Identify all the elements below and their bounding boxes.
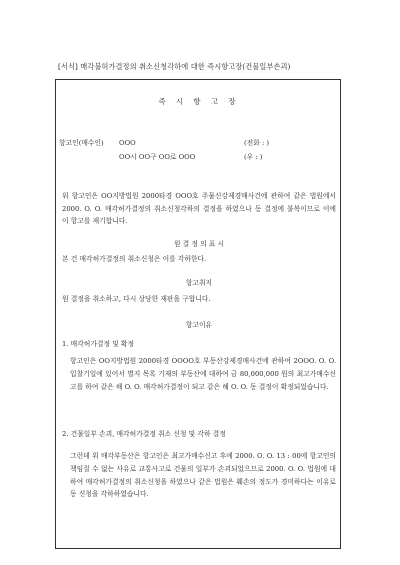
appellant-name: OOO: [119, 139, 136, 147]
intro-paragraph: 위 항고인은 OO지방법원 2000타경 OOO호 주물신강제경매사건에 관하여 같은 법원에서 2000. O. O. 매각허가결정의 취소신청각하의 결정을 하였으나 동 결정에 불복이므로 이에 이 항고를 제기합니다.: [62, 192, 336, 225]
section-2-body: 그런데 위 매각부동산은 항고인은 최고가매수신고 후에 2000. O. O. 13 : 00에 항고인의 책임질 수 없는 사유로 교통사고로 건물의 일부가 손괴되었으므로 2000. O. O. 법원에 대하여 매각허가결정의 취소신청을 하였으나 같은 법원은 훼손의 정도가 경미하다는 이유로 동 신청을 각하하였습니다.: [70, 452, 336, 499]
appellant-label: 항고인(매수인): [59, 139, 104, 147]
section-2-heading: 2. 건물일부 손괴, 매각허가결정 취소 신청 및 각하 결정: [62, 430, 226, 438]
purpose-heading: 항고취지: [185, 279, 213, 287]
appellant-zip: (우 : ): [244, 153, 263, 161]
document-frame: [55, 79, 341, 549]
document-title: 즉 시 항 고 장: [158, 97, 240, 106]
decision-heading: 원 결 정 의 표 시: [173, 240, 225, 248]
appellant-address: OO시 OO구 OO로 OOO: [119, 153, 196, 161]
section-1-body: 항고인은 OO지방법원 2000타경 OOOO호 부동산강제경매사건에 관하여 2OOO. O. O. 입찰기일에 있어서 별지 목록 기재의 부동산에 대하여 금 80,000,000 원의 최고가매수신고를 하여 같은 해 O. O. 매각허가결정이 되고 같은 해 O. O. 동 결정이 확정되었습니다.: [70, 357, 336, 391]
reason-heading: 항고이유: [185, 321, 213, 329]
section-1-heading: 1. 매각허가결정 및 확정: [62, 340, 135, 348]
form-caption: [서식] 매각불허가결정의 취소신청각하에 대한 즉시항고장(건물일부손괴): [58, 62, 291, 71]
appellant-phone: (전화 : ): [244, 139, 270, 147]
decision-text: 본 건 매각허가결정의 취소신청은 이를 각하한다.: [62, 255, 207, 263]
purpose-text: 원 결정을 취소하고, 다시 상당한 재판을 구합니다.: [62, 295, 211, 303]
